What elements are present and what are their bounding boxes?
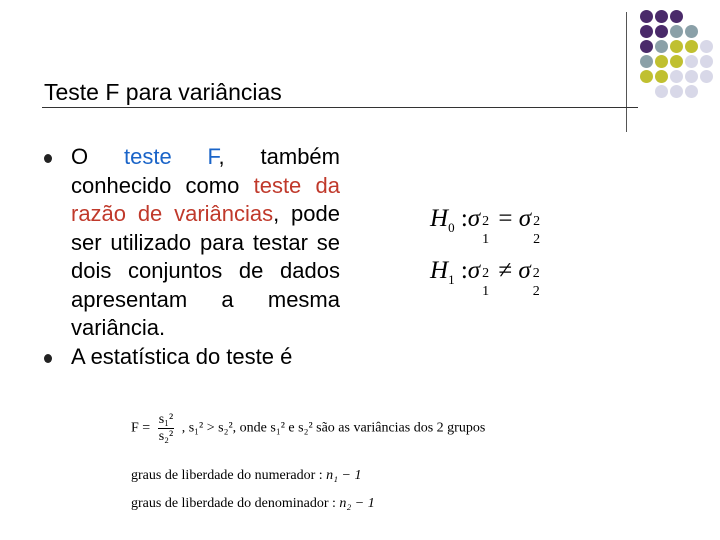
decorative-dot (685, 40, 698, 53)
decorative-dot (655, 55, 668, 68)
decorative-dot (670, 70, 683, 83)
null-hypothesis: $H_0$ :σ 2 1 = σ 2 2 (430, 205, 541, 247)
decorative-dot (685, 85, 698, 98)
bullet-list (44, 143, 340, 371)
df-denominator: graus de liberdade do denominador : n₂ − 1 (131, 496, 375, 511)
decorative-dot (640, 10, 653, 23)
f-definition: F = $\frac{\text{s₁²}}{\text{s₂²}}$ , s₁² > s₂², onde s₁² e s₂² são as variâncias dos 2 grupos (131, 412, 486, 444)
alternative-hypothesis: $H_1$ :σ 2 1 ≠ σ 2 2 (430, 257, 540, 299)
decorative-dot (700, 70, 713, 83)
term-teste-razao: teste da razão de variâncias (71, 172, 341, 226)
decorative-dot (685, 25, 698, 38)
decorative-dot (670, 40, 683, 53)
bullet-item-definition: O teste F, também conhecido como teste da razão de variâncias, pode ser utilizado para testar se dois conjuntos de dados apresentam a mesma variância. (44, 143, 340, 343)
slide-title: Teste F para variâncias (44, 79, 282, 105)
decorative-dot (670, 55, 683, 68)
decorative-dot (640, 70, 653, 83)
decorative-dot (640, 40, 653, 53)
decorative-dot (655, 25, 668, 38)
decorative-dot (655, 40, 668, 53)
bullet-marker (44, 154, 52, 163)
decorative-dot (670, 10, 683, 23)
f-fraction: $\frac{\text{s₁²}}{\text{s₂²}}$ (158, 412, 174, 444)
bullet-marker (44, 354, 52, 363)
title-divider (42, 107, 638, 108)
decorative-dot (655, 70, 668, 83)
decorative-dot (640, 25, 653, 38)
decorative-dot (655, 10, 668, 23)
decorative-dot (655, 85, 668, 98)
df-numerator: graus de liberdade do numerador : n₁ − 1 (131, 468, 362, 483)
decorative-dot (670, 25, 683, 38)
hypotheses-block (430, 205, 543, 309)
decorative-dot (700, 40, 713, 53)
decorative-dot (670, 85, 683, 98)
decorative-vertical-line (626, 12, 627, 132)
bullet-item-statistic: A estatística do teste é (44, 343, 340, 372)
decorative-dot (700, 55, 713, 68)
decorative-dot (685, 55, 698, 68)
decorative-dot-grid (640, 10, 720, 120)
decorative-dot (685, 70, 698, 83)
term-teste-f: teste F (123, 144, 219, 169)
decorative-dot (640, 55, 653, 68)
